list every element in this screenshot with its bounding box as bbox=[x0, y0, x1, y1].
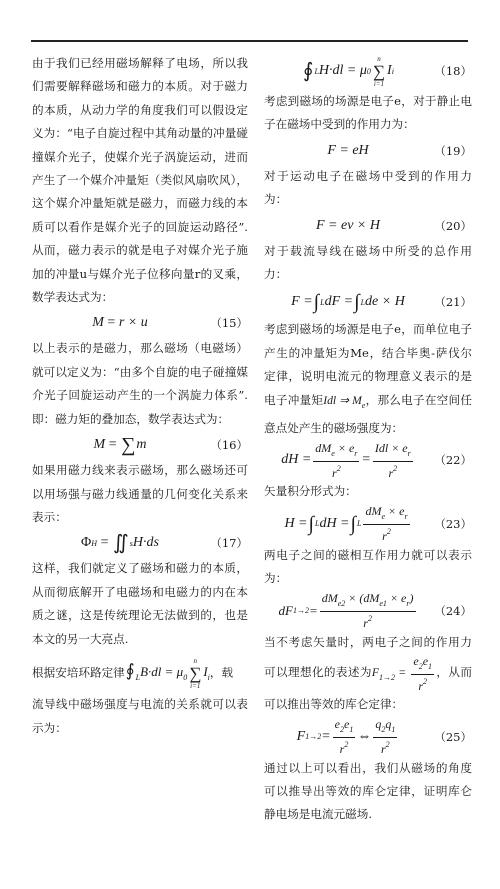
eq17-rhs: H·ds bbox=[132, 535, 159, 551]
equation-18: ∮ L H·dl = μ 0 n ∑ i=1 I i （18） bbox=[264, 52, 472, 90]
ampere-text-b: ，载 bbox=[209, 665, 234, 680]
equation-22: dH = $\frac{dM_e \times e_r}{r^2}$ = $\frac{Idl \times e_r}{r^2}$ （22） bbox=[281, 440, 472, 480]
eq17-number: （17） bbox=[210, 536, 248, 551]
eq21-number: （21） bbox=[434, 295, 472, 310]
scalar-text-b: ，从而可以推出等效的库仑定律： bbox=[264, 665, 472, 712]
eq17-limit: s bbox=[129, 538, 133, 548]
equation-17: Φ H = ∬ s H·ds （17） bbox=[32, 529, 248, 557]
header-rule bbox=[31, 40, 468, 42]
paragraph-moving-electron: 对于运动电子在磁场中受到的作用力为： bbox=[264, 168, 472, 207]
impulse-text-b: ，那么电子在空间任意点处产生的磁场强度为： bbox=[264, 392, 472, 436]
eq19-body: F = eH bbox=[327, 142, 369, 158]
eq23-number: （23） bbox=[434, 516, 472, 531]
equation-15: M = r × u （15） bbox=[32, 309, 248, 337]
eq20-body: F = ev × H bbox=[316, 217, 380, 233]
paragraph-impulse-moment: 考虑到磁场的场源是电子e，而单位电子产生的冲量矩为Me，结合毕奥-萨伐尔定律，说明电流元的物理意义表示的是电子冲量矩Idl ⇒ $M_e$，那么电子在空间任意点处产生的磁场强度为： bbox=[264, 322, 472, 436]
paragraph-scalar-force: 当不考虑矢量时，两电子之间的作用力可以理想化的表述为$F_{1\to 2}$ = $\frac{e_2e_1}{r^2}$ ，从而可以推出等效的库仑定律： bbox=[264, 634, 472, 712]
paragraph-field-lines: 如果用磁力线来表示磁场，那么磁场还可以用场强与磁力线通量的几何变化关系来表示： bbox=[32, 463, 248, 524]
equation-24: dF 1→2 = $\frac{dM_{e2} \times (dM_{e1} \times e_r)}{r^2}$ （24） bbox=[278, 591, 472, 631]
paragraph-vector-integral: 矢量积分形式为： bbox=[264, 484, 357, 499]
paragraph-final: 通过以上可以看出，我们从磁场的角度可以推导出等效的库仑定律，证明库仑静电场是电流元磁场. bbox=[264, 760, 472, 822]
paragraph-magnetism-intro: 由于我们已经用磁场解释了电场，所以我们需要解释磁场和磁力的本质。对于磁力的本质，从动力学的角度我们可以假设定义为：“电子自旋过程中其角动量的冲量碰撞媒介光子，使媒介光子涡旋运动，进而产生了一个媒介冲量矩（类似风扇吹风），这个媒介冲量矩就是磁力，而磁力线的本质可以看作是媒介光子的回旋运动路径”.从而，磁力表示的就是电子对媒介光子施加的冲量u与媒介光子位移向量r的叉乘，数学表达式为： bbox=[32, 56, 248, 305]
eq18-number: （18） bbox=[434, 64, 472, 78]
left-column bbox=[32, 52, 248, 740]
eq16-lhs: M bbox=[93, 437, 106, 453]
paragraph-conclusion: 这样，我们就定义了磁场和磁力的本质，从而彻底解开了电磁场和电磁力的内在本质之谜，这是传统理论无法做到的，也是本文的另一大亮点. bbox=[32, 561, 248, 646]
eq15-number: （15） bbox=[210, 316, 248, 331]
paragraph-current-wire: 对于载流导线在磁场中所受的总作用力： bbox=[264, 243, 472, 282]
equation-25: F 1→2 = $\frac{e_2e_1}{r^2}$ ⇔ $\frac{q_2q_1}{r^2}$ （25） bbox=[296, 717, 472, 756]
equation-19 bbox=[264, 137, 472, 165]
equation-21: F = ∫ L dF = ∫ L de × H （21） bbox=[264, 286, 472, 318]
paragraph-ampere: 根据安培环路定律$∮_LB\cdot dl = \mu_0$ n ∑ i=1 $I_i$，载 bbox=[32, 656, 234, 690]
eq20-number: （20） bbox=[434, 218, 472, 233]
eq25-number: （25） bbox=[434, 729, 472, 744]
eq19-number: （19） bbox=[434, 143, 472, 158]
eq16-number: （16） bbox=[210, 438, 248, 453]
right-column bbox=[264, 52, 472, 827]
eq17-lhs: Φ bbox=[81, 535, 92, 551]
ampere-text-a: 根据安培环路定律 bbox=[32, 665, 125, 680]
paragraph-static-electron: 考虑到磁场的场源是电子e，对于静止电子在磁场中受到的作用力为： bbox=[264, 94, 472, 132]
eq16-rhs: m bbox=[136, 437, 147, 453]
eq22-number: （22） bbox=[434, 453, 472, 468]
eq24-number: （24） bbox=[434, 603, 472, 618]
paragraph-interaction: 两电子之间的磁相互作用力就可以表示为： bbox=[264, 547, 472, 586]
paragraph-magnetic-field-def: 以上表示的是磁力，那么磁场（电磁场）就可以定义为：“由多个自旋的电子碰撞媒介光子回旋运动产生的一个涡旋力体系”.即：磁力矩的叠加态，数学表达式为： bbox=[32, 341, 248, 426]
equation-16: M = ∑ m （16） bbox=[32, 431, 248, 459]
eq15-rhs: r × u bbox=[118, 315, 148, 331]
equation-23: H = ∫ L dH = ∫ L $\frac{dM_e \times e_r}{r^2}$ （23） bbox=[284, 504, 472, 544]
equation-20 bbox=[264, 212, 472, 240]
eq17-lhs-sub: H bbox=[91, 538, 98, 548]
paragraph-current-relation: 流导线中磁场强度与电流的关系就可以表示为： bbox=[32, 697, 248, 735]
scalar-text-a: 当不考虑矢量时，两电子之间的作用力可以理想化的表述为 bbox=[264, 634, 472, 680]
impulse-text-a: 考虑到磁场的场源是电子e，而单位电子产生的冲量矩为Me，结合毕奥-萨伐尔定律，说明电流元的物理意义表示的是电子冲量矩 bbox=[264, 322, 472, 407]
eq15-lhs: M bbox=[92, 315, 104, 331]
